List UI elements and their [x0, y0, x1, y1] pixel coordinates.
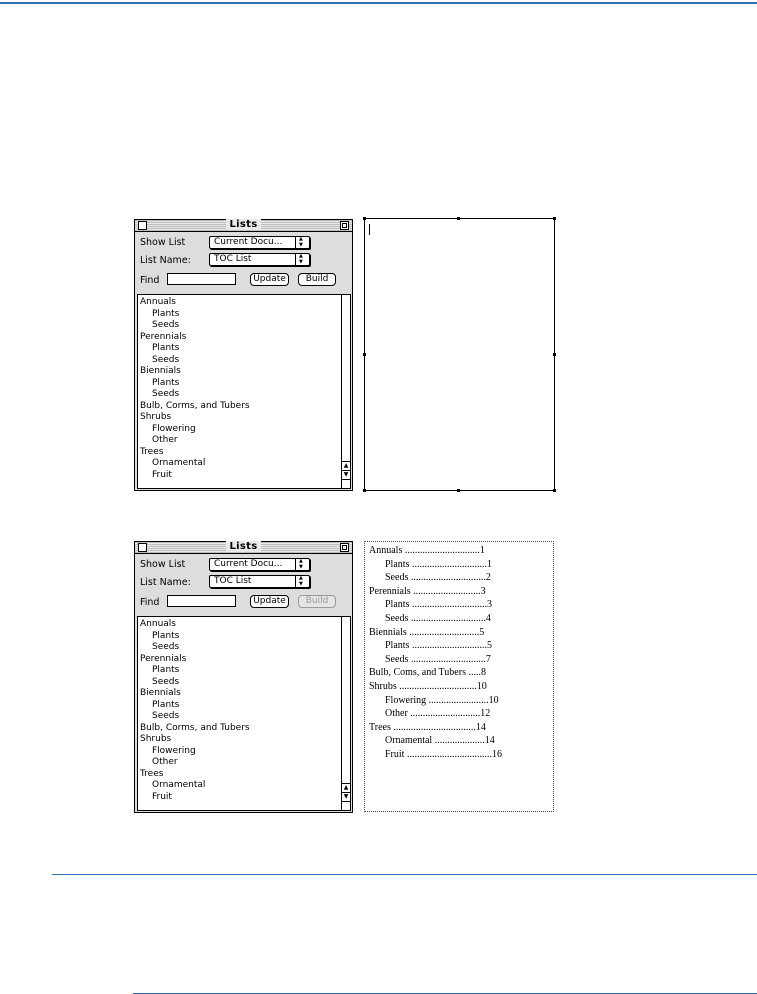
- list-item[interactable]: Seeds: [152, 642, 180, 652]
- update-button[interactable]: Update: [250, 273, 289, 286]
- toc-entry: Biennials ............................5: [369, 626, 485, 638]
- list-item[interactable]: Shrubs: [140, 734, 172, 744]
- text-cursor: [369, 224, 370, 235]
- list-item[interactable]: Perennials: [140, 331, 187, 342]
- list-item[interactable]: Bulb, Corms, and Tubers: [140, 400, 250, 411]
- find-field[interactable]: [167, 595, 236, 607]
- palette-title: Lists: [226, 541, 262, 552]
- popup-arrows-icon: [295, 254, 309, 265]
- list-item[interactable]: Plants: [152, 343, 180, 353]
- close-box-icon[interactable]: [138, 221, 147, 230]
- lists-palette-before-build: [134, 219, 353, 491]
- list-item[interactable]: Bulb, Corms, and Tubers: [140, 722, 250, 733]
- list-name-value: TOC List: [214, 254, 252, 264]
- list-item[interactable]: Plants: [152, 308, 180, 319]
- heading-list: [140, 297, 250, 481]
- show-list-popup[interactable]: [209, 236, 310, 249]
- toc-entry: Plants ..............................5: [385, 640, 492, 652]
- palette-title-bar[interactable]: [135, 220, 352, 232]
- list-area[interactable]: [137, 616, 342, 811]
- list-name-label: List Name:: [140, 255, 191, 266]
- list-name-popup[interactable]: [209, 575, 310, 588]
- list-item[interactable]: Seeds: [152, 389, 180, 399]
- find-field[interactable]: [167, 273, 236, 285]
- scroll-up-icon[interactable]: ▲: [343, 462, 349, 469]
- build-button[interactable]: Build: [298, 273, 336, 286]
- list-item[interactable]: Other: [152, 435, 178, 445]
- list-item[interactable]: Other: [152, 757, 178, 767]
- toc-entry: Perennials ...........................3: [369, 585, 486, 597]
- handle-mid-left[interactable]: [363, 353, 366, 356]
- list-name-popup[interactable]: [209, 253, 310, 266]
- toc-entry: Plants ..............................3: [385, 599, 492, 611]
- list-item[interactable]: Plants: [152, 665, 180, 675]
- bottom-rule-1: [52, 874, 757, 875]
- find-label: Find: [140, 597, 160, 608]
- list-item[interactable]: Biennials: [140, 366, 181, 376]
- scroll-down-icon[interactable]: ▼: [343, 793, 349, 800]
- scroll-up-icon[interactable]: ▲: [343, 784, 349, 791]
- show-list-label: Show List: [140, 559, 186, 570]
- toc-entry: Annuals ..............................1: [369, 545, 485, 556]
- popup-arrows-icon: [295, 559, 309, 570]
- list-item[interactable]: Trees: [140, 446, 164, 457]
- list-item[interactable]: Seeds: [152, 711, 180, 721]
- list-item[interactable]: Plants: [152, 699, 180, 710]
- list-item[interactable]: Shrubs: [140, 412, 172, 422]
- show-list-popup[interactable]: [209, 558, 310, 571]
- list-item[interactable]: Annuals: [140, 297, 176, 307]
- toc-entry: Seeds ..............................2: [385, 572, 491, 584]
- list-item[interactable]: Flowering: [152, 745, 196, 756]
- empty-text-box[interactable]: [364, 218, 555, 491]
- list-item[interactable]: Seeds: [152, 320, 180, 330]
- list-item[interactable]: Perennials: [140, 653, 187, 664]
- show-list-label: Show List: [140, 237, 186, 248]
- show-list-value: Current Docu...: [214, 559, 283, 569]
- list-name-value: TOC List: [214, 576, 252, 586]
- list-item[interactable]: Fruit: [152, 791, 172, 802]
- handle-top-right[interactable]: [553, 217, 556, 220]
- top-rule: [0, 2, 757, 4]
- list-item[interactable]: Seeds: [152, 676, 180, 687]
- toc-entry: Seeds ..............................4: [385, 612, 491, 624]
- handle-bottom-left[interactable]: [363, 489, 366, 492]
- toc-entry: Bulb, Coms, and Tubers .....8: [369, 667, 486, 679]
- list-area[interactable]: [137, 294, 342, 489]
- list-item[interactable]: Seeds: [152, 354, 180, 365]
- list-item[interactable]: Fruit: [152, 469, 172, 480]
- list-item[interactable]: Ornamental: [152, 780, 206, 790]
- close-box-icon[interactable]: [138, 543, 147, 552]
- palette-title: Lists: [226, 219, 262, 230]
- list-item[interactable]: Plants: [152, 377, 180, 388]
- popup-arrows-icon: [295, 237, 309, 248]
- list-item[interactable]: Ornamental: [152, 458, 206, 468]
- generated-toc-box[interactable]: [364, 541, 554, 812]
- list-item[interactable]: Trees: [140, 768, 164, 779]
- resize-grip-icon[interactable]: [342, 479, 350, 488]
- list-item[interactable]: Flowering: [152, 423, 196, 434]
- toc-entry: Shrubs ...............................10: [369, 680, 487, 692]
- popup-arrows-icon: [295, 576, 309, 587]
- build-button-disabled: Build: [298, 595, 336, 608]
- palette-title-bar[interactable]: [135, 542, 352, 554]
- toc-entry: Fruit ..................................16: [385, 748, 502, 760]
- toc-entry: Ornamental ....................14: [385, 735, 495, 747]
- toc-entry: Plants ..............................1: [385, 558, 492, 570]
- list-item[interactable]: Biennials: [140, 688, 181, 698]
- find-label: Find: [140, 275, 160, 286]
- toc-entry: Flowering ........................10: [385, 694, 499, 706]
- toc-entry: Other ............................12: [385, 708, 491, 720]
- zoom-box-icon[interactable]: [340, 543, 349, 552]
- scroll-down-icon[interactable]: ▼: [343, 471, 349, 478]
- list-item[interactable]: Plants: [152, 630, 180, 641]
- toc-entry: Seeds ..............................7: [385, 653, 491, 665]
- handle-top-mid[interactable]: [457, 217, 460, 220]
- toc-text: [369, 544, 502, 762]
- handle-top-left[interactable]: [363, 217, 366, 220]
- handle-bottom-right[interactable]: [553, 489, 556, 492]
- lists-palette-after-build: [134, 541, 353, 813]
- heading-list: [140, 619, 250, 803]
- list-item[interactable]: Annuals: [140, 619, 176, 629]
- toc-entry: Trees .................................14: [369, 721, 486, 733]
- handle-bottom-mid[interactable]: [457, 489, 460, 492]
- resize-grip-icon[interactable]: [342, 801, 350, 810]
- show-list-value: Current Docu...: [214, 237, 283, 247]
- vertical-scrollbar[interactable]: [342, 616, 351, 811]
- handle-mid-right[interactable]: [553, 353, 556, 356]
- update-button[interactable]: Update: [250, 595, 289, 608]
- vertical-scrollbar[interactable]: [342, 294, 351, 489]
- list-name-label: List Name:: [140, 577, 191, 588]
- zoom-box-icon[interactable]: [340, 221, 349, 230]
